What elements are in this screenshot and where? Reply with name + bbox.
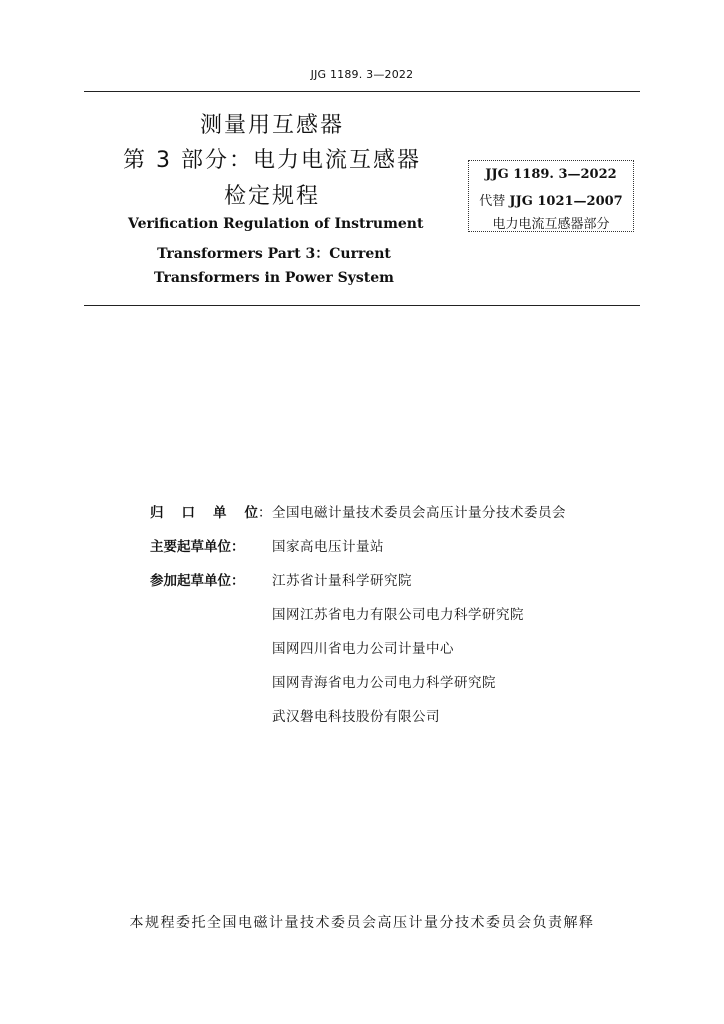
- title-cn-line-1: 测量用互感器: [199, 113, 344, 138]
- standard-number-box: [468, 160, 634, 232]
- label-char: 归: [150, 505, 164, 521]
- replaces-code: JJG 1021—2007: [509, 194, 623, 209]
- main-drafter-row: [150, 535, 650, 569]
- title-cn-line-3: 检定规程: [223, 184, 320, 209]
- interpretation-note: 本规程委托全国电磁计量技术委员会高压计量分技术委员会负责解释: [129, 915, 595, 931]
- participant-item: 江苏省计量科学研究院: [272, 573, 412, 589]
- participant-item: 武汉磐电科技股份有限公司: [272, 709, 440, 725]
- title-cn-line-2: 第 3 部分：电力电流互感器: [123, 148, 421, 173]
- responsible-unit-label: [150, 501, 258, 525]
- standard-code: JJG 1189. 3—2022: [485, 167, 617, 182]
- participant-item: 国网四川省电力公司计量中心: [272, 641, 454, 657]
- title-en-line-3: Transformers in Power System: [154, 270, 394, 286]
- replaces-line: [469, 190, 633, 209]
- replaces-prefix: 代替: [479, 194, 506, 209]
- participants-row: [150, 671, 650, 705]
- label-char: 单: [213, 505, 227, 521]
- replaces-part: 电力电流互感器部分: [492, 217, 610, 232]
- running-header-code: JJG 1189. 3—2022: [310, 68, 414, 81]
- responsible-unit-colon: ：: [258, 505, 272, 521]
- participants-row: [150, 637, 650, 671]
- participants-row: [150, 603, 650, 637]
- label-char: 位: [244, 505, 258, 521]
- bottom-rule: [84, 305, 640, 306]
- title-en-line-1: Verification Regulation of Instrument: [128, 216, 424, 232]
- label-char: 口: [181, 505, 195, 521]
- main-drafter-label: 主要起草单位：: [150, 539, 245, 555]
- drafting-units: [150, 501, 650, 739]
- participant-item: 国网青海省电力公司电力科学研究院: [272, 675, 496, 691]
- top-rule: [84, 91, 640, 92]
- responsible-unit-value: 全国电磁计量技术委员会高压计量分技术委员会: [272, 505, 566, 521]
- participants-label: 参加起草单位：: [150, 573, 245, 589]
- responsible-unit-row: [150, 501, 650, 535]
- title-en-line-2: Transformers Part 3：Current: [157, 246, 391, 262]
- participants-row: [150, 705, 650, 739]
- participant-item: 国网江苏省电力有限公司电力科学研究院: [272, 607, 524, 623]
- participants-row: [150, 569, 650, 603]
- main-drafter-value: 国家高电压计量站: [272, 539, 384, 555]
